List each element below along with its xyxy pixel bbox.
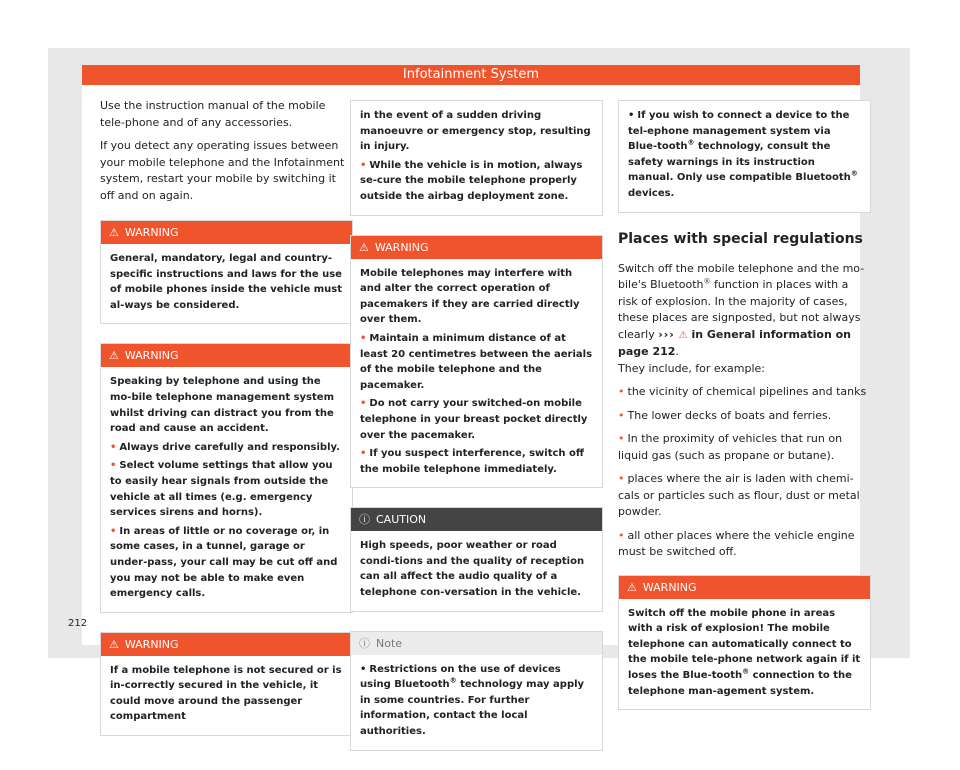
reference-arrows-icon: ›››: [658, 327, 675, 341]
text-part: devices.: [628, 187, 675, 199]
note-box: [350, 631, 603, 751]
warning-label: WARNING: [124, 637, 179, 651]
warning-header: [101, 221, 352, 244]
caution-label: CAUTION: [376, 513, 427, 527]
note-text-part: technology may apply in some countries. For further information, contact the local authorities.: [360, 679, 585, 738]
warning-body: [619, 101, 870, 212]
note-body: [351, 655, 602, 750]
warning-header: [101, 344, 352, 367]
warning-text: If a mobile telephone is not secured or is in-correctly secured in the vehicle, it could move around the passenger compartment: [110, 664, 342, 723]
warning-triangle-icon: ⚠: [109, 637, 119, 651]
list-item: [110, 524, 343, 602]
column-1: [100, 98, 353, 755]
manual-page: [68, 65, 867, 738]
text-part: connection to the telephone man-agement system.: [628, 669, 852, 697]
warning-box: [100, 220, 353, 324]
bullet-dot: •: [618, 432, 625, 446]
bullet-dot: •: [618, 528, 625, 542]
warning-triangle-icon: ⚠: [359, 240, 369, 254]
text-part: technology, consult the safety warnings in its instruction manual. Only use compatible Bluetooth: [628, 141, 851, 184]
warning-body: [351, 101, 602, 215]
warning-triangle-icon: ⚠: [109, 349, 119, 363]
note-text: [360, 662, 593, 740]
list-item: [360, 446, 593, 477]
list-item: [110, 440, 343, 456]
list-item: [618, 528, 871, 561]
warning-box: [350, 235, 603, 489]
warning-triangle-icon: ⚠: [109, 226, 119, 239]
warning-body: [101, 656, 352, 735]
list-item-text: The lower decks of boats and ferries.: [627, 408, 832, 422]
bullet-dot: •: [360, 398, 367, 410]
bullet-dot: •: [360, 159, 367, 171]
warning-box: [100, 632, 353, 736]
warning-header: [101, 633, 352, 656]
list-item-text: While the vehicle is in motion, always se-cure the mobile telephone properly outside the airbag deployment zone.: [360, 159, 583, 202]
registered-mark: ®: [449, 676, 457, 685]
list-item-text: In the proximity of vehicles that run on liquid gas (such as propane or butane).: [618, 432, 843, 462]
warning-body: [101, 367, 352, 611]
warning-box: [618, 575, 871, 711]
bullet-dot: •: [618, 408, 625, 422]
caution-box: [350, 507, 603, 611]
warning-text: in the event of a sudden driving manoeuvre or emergency stop, resulting in injury.: [360, 110, 591, 153]
text-part: function in places with a risk of explosion. In the majority of cases, these places are signposted, but not always clearly: [618, 278, 861, 341]
warning-triangle-icon: ⚠: [678, 329, 688, 341]
warning-text: Speaking by telephone and using the mo-bile telephone management system whilst driving can distract you from the road and cause an accident.: [110, 376, 334, 435]
warning-body: [351, 259, 602, 488]
bullet-dot: •: [628, 110, 635, 121]
warning-continued-box: [350, 100, 603, 216]
caution-text: High speeds, poor weather or road condi-tions and the quality of reception can all affect the audio quality of a telephone con-versation in the vehicle.: [360, 540, 585, 599]
list-item: [360, 158, 593, 205]
note-header: [351, 632, 602, 655]
bullet-dot: •: [110, 460, 117, 472]
list-item: [628, 108, 861, 202]
registered-mark: ®: [703, 277, 711, 286]
list-item-text: Always drive carefully and responsibly.: [119, 441, 340, 453]
text-part: If you wish to connect a device to the tel-ephone management system via Blue-tooth: [628, 110, 850, 153]
registered-mark: ®: [742, 667, 750, 676]
warning-body: [101, 244, 352, 323]
header-title: Infotainment System: [402, 67, 540, 82]
registered-mark: ®: [850, 170, 858, 179]
list-item: [110, 458, 343, 520]
warning-continued-box: [618, 100, 871, 213]
list-item-text: places where the air is laden with chemi-cals or particles such as flour, dust or metal powder.: [618, 472, 860, 519]
paragraph: If you detect any operating issues between your mobile telephone and the Infotainment system, restart your mobile by switching it off and on again.: [100, 139, 345, 202]
warning-box: [100, 343, 353, 612]
warning-label: WARNING: [642, 580, 697, 594]
caution-circle-icon: ⓘ: [359, 513, 370, 527]
warning-label: WARNING: [124, 226, 179, 239]
paragraph: [618, 261, 871, 378]
warning-text: General, mandatory, legal and country-specific instructions and laws for the use of mobile phones inside the vehicle must al-ways be considered.: [110, 253, 343, 311]
warning-header: [619, 576, 870, 599]
list-item-text: Maintain a minimum distance of at least 20 centimetres between the aerials of the mobile telephone and the pacemaker.: [360, 332, 593, 391]
list-item-text: Select volume settings that allow you to easily hear signals from outside the vehicle at all times (e.g. emergency services sirens and horns).: [110, 460, 333, 519]
bullet-dot: •: [360, 448, 367, 460]
note-label: Note: [376, 636, 403, 650]
warning-text: [628, 606, 861, 700]
caution-header: [351, 508, 602, 531]
list-item-text: the vicinity of chemical pipelines and tanks: [627, 385, 867, 399]
bullet-dot: •: [110, 525, 117, 537]
bullet-dot: •: [618, 472, 625, 486]
reference-text: in General information on page 212: [618, 327, 852, 359]
note-text-part: Restrictions on the use of devices using Bluetooth: [360, 663, 561, 691]
text-part: Switch off the mobile phone in areas with a risk of explosion! The mobile telephone can automatically connect to the mobile tele-phone network again if it loses the Blue-tooth: [628, 607, 861, 681]
list-item: [618, 431, 871, 464]
page-number: 212: [68, 618, 88, 629]
note-info-icon: ⓘ: [359, 636, 370, 650]
bullet-dot: •: [360, 663, 367, 675]
list-item-text: all other places where the vehicle engine must be switched off.: [618, 528, 855, 559]
list-item: [618, 408, 871, 425]
column-2: [350, 98, 603, 770]
paragraph: Use the instruction manual of the mobile tele-phone and of any accessories.: [100, 99, 326, 129]
list-item: [618, 384, 871, 401]
text-part: They include, for example:: [618, 361, 765, 375]
list-item: [360, 396, 593, 443]
warning-body: [619, 599, 870, 710]
page-header: [82, 65, 860, 85]
warning-text: Mobile telephones may interfere with and alter the correct operation of pacemakers if they are carried directly over them.: [360, 267, 580, 326]
warning-label: WARNING: [124, 349, 179, 363]
section-title: Places with special regulations: [618, 230, 863, 247]
registered-mark: ®: [687, 138, 695, 147]
list-item-text: In areas of little or no coverage or, in some cases, in a tunnel, garage or under-pass, your call may be cut off and you may not be able to make even emergency calls.: [110, 525, 338, 600]
warning-triangle-icon: ⚠: [627, 580, 637, 594]
bullet-dot: •: [110, 441, 117, 453]
warning-header: [351, 236, 602, 259]
text-part: Switch off the mobile telephone and the mo-bile's Bluetooth: [618, 261, 865, 292]
bullet-dot: •: [618, 385, 625, 399]
column-3: [618, 98, 871, 729]
text-part: .: [675, 345, 679, 359]
caution-body: [351, 531, 602, 610]
list-item-text: Do not carry your switched-on mobile telephone in your breast pocket directly over the pacemaker.: [360, 398, 588, 441]
bullet-dot: •: [360, 332, 367, 344]
warning-label: WARNING: [374, 240, 429, 254]
list-item: [618, 471, 871, 521]
list-item: [360, 331, 593, 393]
list-item-text: If you suspect interference, switch off the mobile telephone immediately.: [360, 448, 584, 475]
